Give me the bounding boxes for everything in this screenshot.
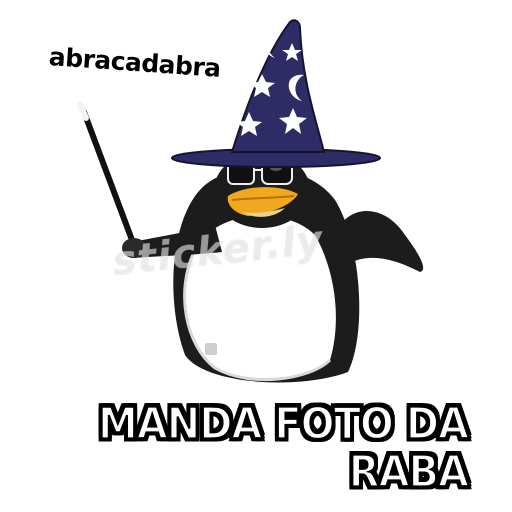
speech-text: abracadabra bbox=[47, 42, 222, 83]
caption-line-1: MANDA FOTO DA bbox=[97, 398, 468, 450]
watermark-text: sticker.ly bbox=[110, 217, 326, 285]
magic-wand-icon bbox=[80, 104, 132, 240]
wizard-hat-icon bbox=[172, 20, 380, 167]
caption-line-2: RABA bbox=[348, 446, 468, 498]
